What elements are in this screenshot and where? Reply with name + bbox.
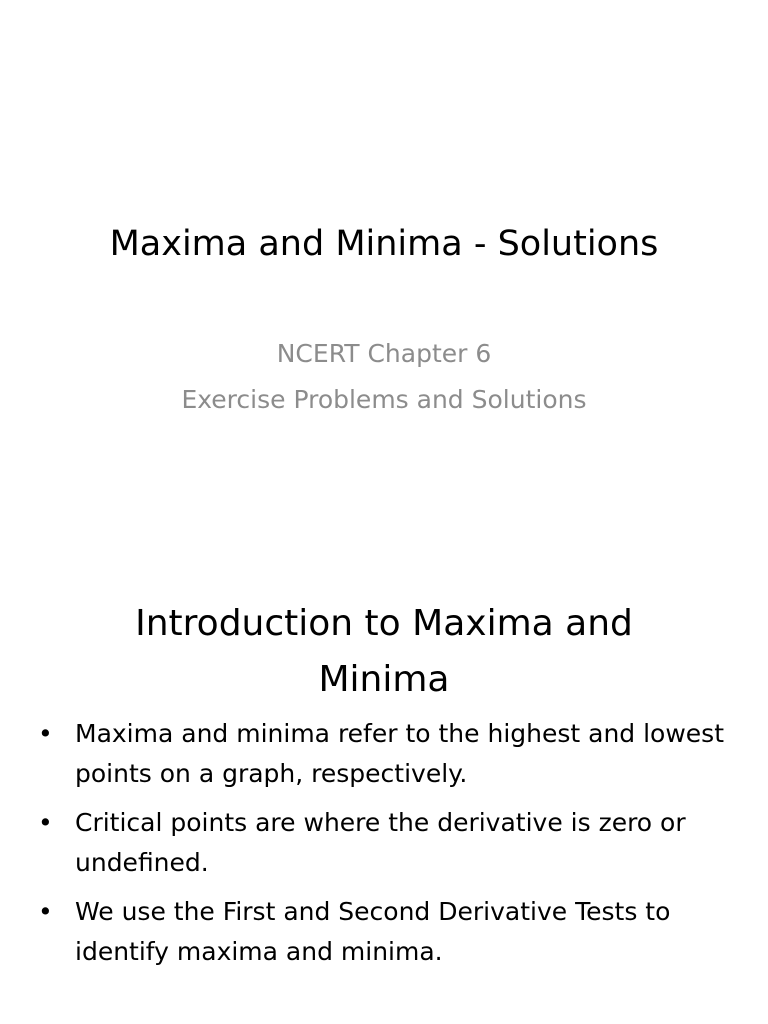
bullet-dot-icon: •	[38, 808, 53, 837]
slide-subtitle	[0, 331, 768, 423]
bullet-item	[38, 714, 728, 794]
bullet-list	[38, 714, 728, 981]
subtitle-line-chapter: NCERT Chapter 6	[276, 339, 492, 368]
bullet-dot-icon: •	[38, 897, 53, 926]
bullet-item	[38, 803, 728, 883]
subtitle-line-description: Exercise Problems and Solutions	[181, 385, 587, 414]
bullet-text: Maxima and minima refer to the highest and lowest points on a graph, respectively.	[75, 719, 725, 788]
content-slide	[0, 512, 768, 1024]
content-slide-title	[40, 596, 728, 708]
bullet-dot-icon: •	[38, 719, 53, 748]
content-title-line-1: Introduction to Maxima and	[135, 603, 633, 644]
bullet-text: We use the First and Second Derivative Tests to identify maxima and minima.	[75, 897, 671, 966]
bullet-text: Critical points are where the derivative is zero or undefined.	[75, 808, 686, 877]
slide-title: Maxima and Minima - Solutions	[109, 224, 659, 264]
bullet-item	[38, 892, 728, 972]
content-title-line-2: Minima	[318, 659, 450, 700]
